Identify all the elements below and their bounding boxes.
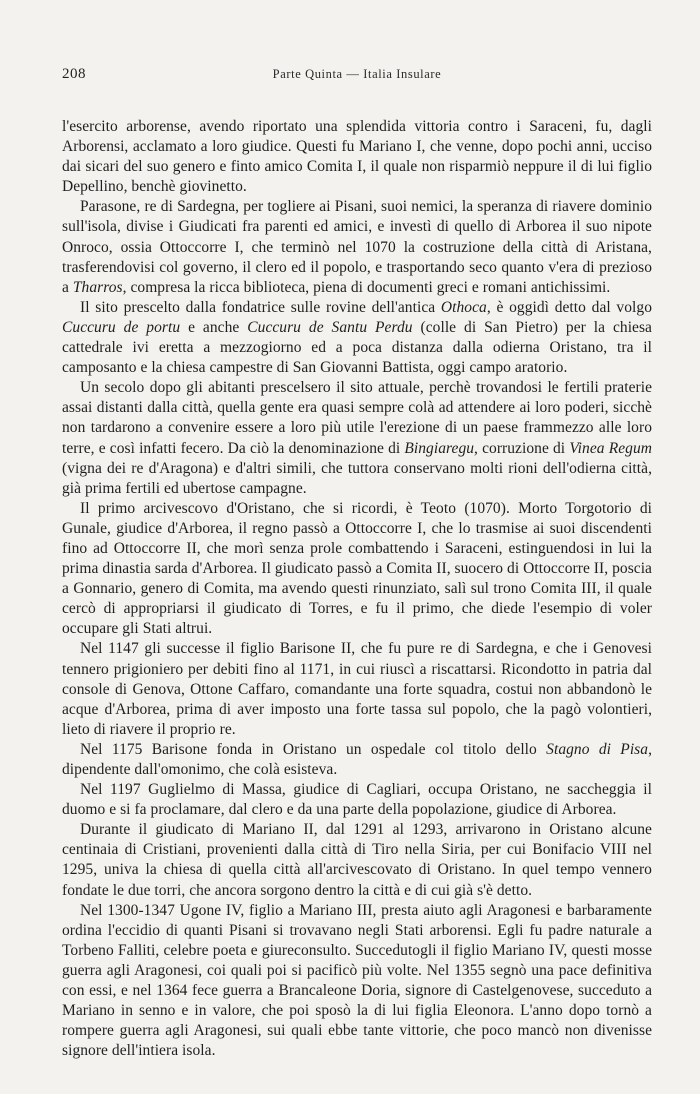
paragraph: Nel 1300-1347 Ugone IV, figlio a Mariano III, presta aiuto agli Aragonesi e barbaramente ordina l'eccidio di quanti Pisani si trovavano negli Stati arborensi. Egli fu padre naturale a Torbeno Falliti, celebre poeta e giureconsulto. Succedutogli il figlio Mariano IV, questi mosse guerra agli Aragonesi, coi quali poi si pacificò più volte. Nel 1355 segnò una pace definitiva con essi, e nel 1364 fece guerra a Brancaleone Doria, signore di Castelgenovese, succeduto a Mariano in senno e in valore, che poi sposò la di lui figlia Eleonora. L'anno dopo tornò a rompere guerra agli Aragonesi, sui quali ebbe tante vittorie, che poco mancò non divenisse signore dell'intiera isola. [62,901,652,1060]
paragraph: Nel 1147 gli successe il figlio Barisone II, che fu pure re di Sardegna, e che i Genovesi tennero prigioniero per debiti fino al 1171, in cui riuscì a riscattarsi. Ricondotto in patria dal console di Genova, Ottone Caffaro, comandante una forte squadra, costui non abbandonò le acque d'Arborea, prima di aver imposto una forte tassa sul popolo, che la pagò volontieri, lieto di riavere il proprio re. [62,640,652,738]
italic-term: Bingiaregu [404,439,475,457]
italic-term: Cuccuru de Santu Perdu [247,318,413,336]
italic-term: Othoca [440,298,487,316]
paragraph: Durante il giudicato di Mariano II, dal 1291 al 1293, arrivarono in Oristano alcune centinaia di Cristiani, provenienti dalla città di Tiro nella Siria, per cui Bonifacio VIII nel 1295, univa la chiesa di quella città all'arcivescovato di Oristano. In quel tempo vennero fondate le due torri, che ancora sorgono dentro la città e di cui già s'è detto. [62,821,652,899]
paragraph: Il primo arcivescovo d'Oristano, che si ricordi, è Teoto (1070). Morto Torgotorio di Gunale, giudice d'Arborea, il regno passò a Ottoccorre I, che lo trasmise ai suoi discendenti fino ad Ottoccorre II, che morì senza prole combattendo i Saraceni, estinguendosi in lui la prima dinastia sarda d'Arborea. Il giudicato passò a Comita II, suocero di Ottoccorre II, poscia a Gonnario, genero di Comita, ma avendo questi rinunziato, salì sul trono Comita III, il quale cercò di appropriarsi il giudicato di Torres, e fu il primo, che diede l'esempio di voler occupare gli Stati altrui. [62,499,652,638]
italic-term: Vinea Regum [569,439,652,457]
paragraph: Il sito prescelto dalla fondatrice sulle rovine dell'antica Othoca, è oggidì detto dal volgo Cuccuru de portu e anche Cuccuru de Santu Perdu (colle di San Pietro) per la chiesa cattedrale ivi eretta a mezzogiorno ed a poca distanza dalla odierna Oristano, tra il camposanto e la chiesa campestre di San Giovanni Battista, oggi campo aratorio. [62,298,652,377]
running-title: Parte Quinta — Italia Insulare [272,67,442,81]
paragraph: Un secolo dopo gli abitanti prescelsero il sito attuale, perchè trovandosi le fertili praterie assai distanti dalla città, quella gente era quasi sempre colà ad attendere ai loro poderi, sicchè non tardarono a convenire essere a loro più utile l'erezione di un paese frammezzo alle loro terre, e così infatti fecero. Da ciò la denominazione di Bingiaregu, corruzione di Vinea Regum (vigna dei re d'Aragona) e d'altri simili, che tuttora conservano molti rioni dell'odierna città, già prima fertili ed ubertose campagne. [62,379,652,497]
italic-term: Tharros [72,278,123,296]
paragraph: Nel 1175 Barisone fonda in Oristano un ospedale col titolo dello Stagno di Pisa, dipendente dall'omonimo, che colà esisteva. [62,740,652,778]
body-text [62,117,652,1061]
italic-term: Stagno di Pisa [546,740,649,758]
page-header [62,66,652,86]
italic-term: Cuccuru de portu [62,318,181,336]
paragraph: Parasone, re di Sardegna, per togliere ai Pisani, suoi nemici, la speranza di riavere dominio sull'isola, divise i Giudicati fra parenti ed amici, e investì di quello di Arborea il suo nipote Onroco, ossia Ottoccorre I, che terminò nel 1070 la costruzione della città di Aristana, trasferendovisi col governo, il clero ed il popolo, e trasportando seco quanto v'era di prezioso a Tharros, compresa la ricca biblioteca, piena di documenti greci e romani antichissimi. [62,198,652,296]
page-number: 208 [62,66,86,82]
paragraph: Nel 1197 Guglielmo di Massa, giudice di Cagliari, occupa Oristano, ne saccheggia il duomo e si fa proclamare, dal clero e da una parte della popolazione, giudice di Arborea. [62,781,652,819]
paragraph: l'esercito arborense, avendo riportato una splendida vittoria contro i Saraceni, fu, dagli Arborensi, acclamato a loro giudice. Questi fu Mariano I, che venne, dopo pochi anni, ucciso dai sicari del suo genero e finto amico Comita I, il quale non risparmiò neppure il di lui figlio Depellino, benchè giovinetto. [62,118,652,196]
